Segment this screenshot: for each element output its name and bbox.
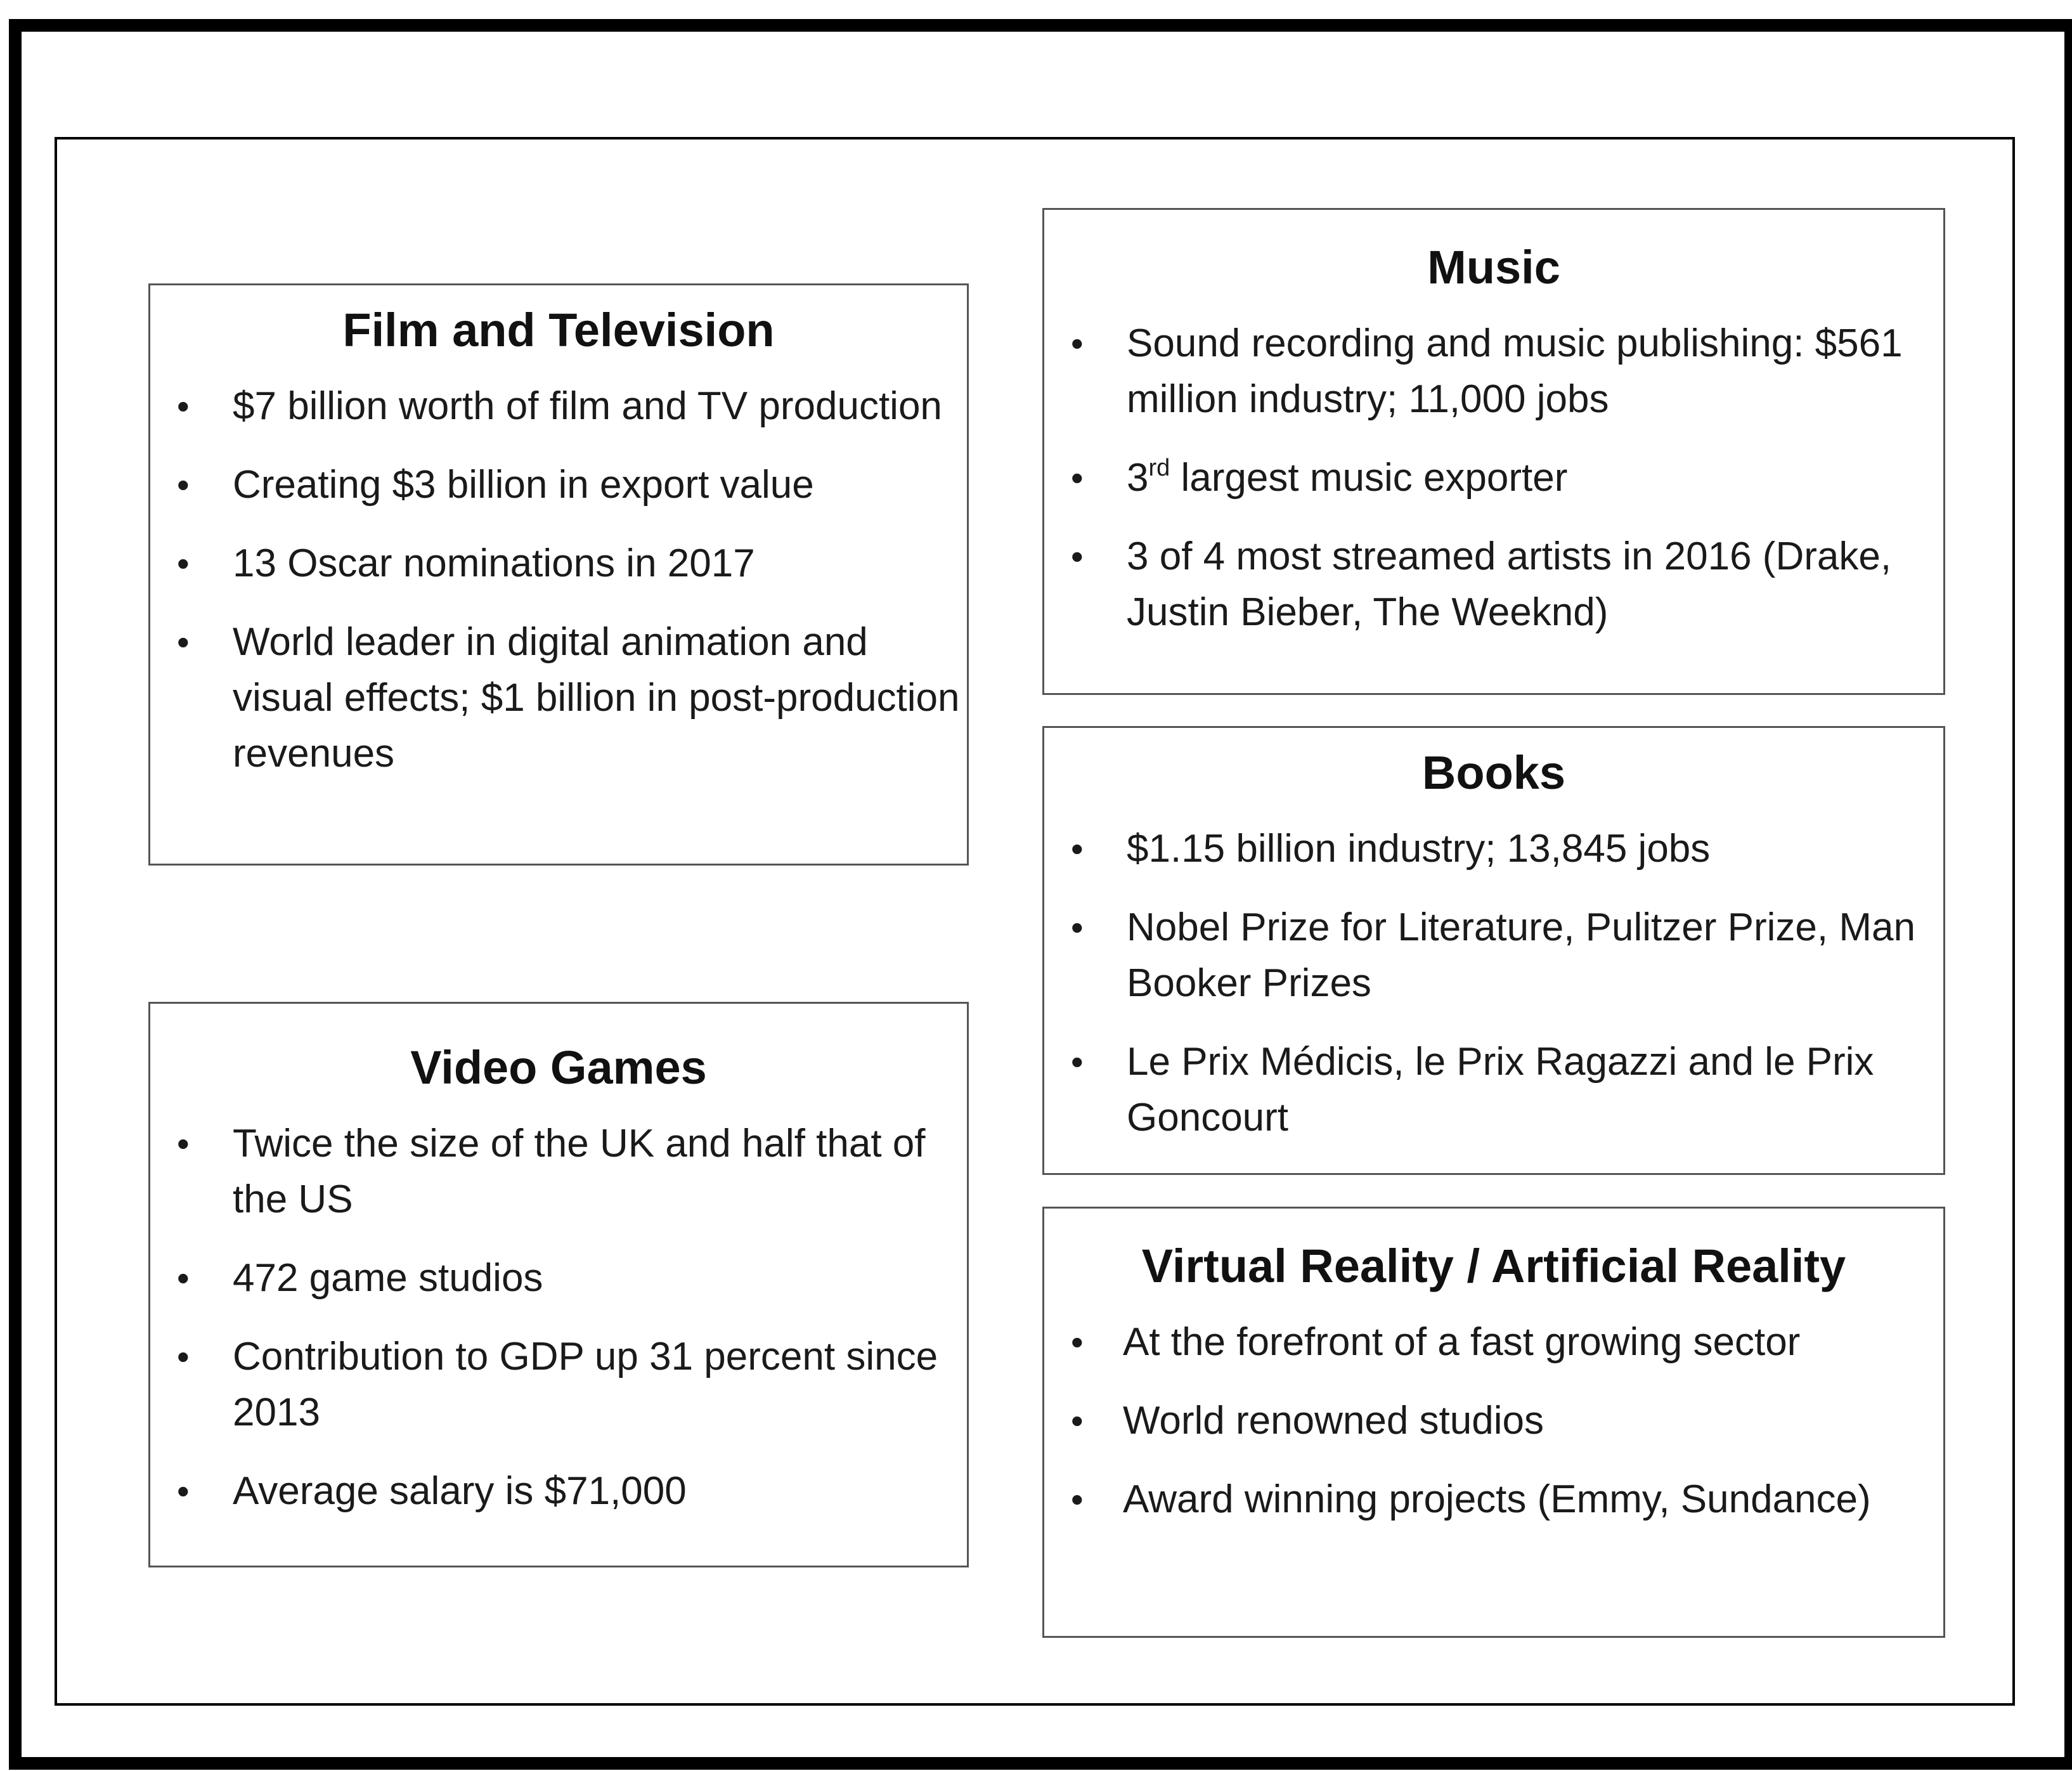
list-item: • $7 billion worth of film and TV production (150, 379, 967, 434)
bullet-icon: • (177, 622, 190, 663)
list-item: • 3 of 4 most streamed artists in 2016 (Drake, Justin Bieber, The Weeknd) (1044, 529, 1943, 640)
list-item: • Le Prix Médicis, le Prix Ragazzi and le Prix Goncourt (1044, 1034, 1943, 1146)
list-item: • World leader in digital animation and visual effects; $1 billion in post-production revenues (150, 614, 967, 782)
list-item: • 13 Oscar nominations in 2017 (150, 536, 967, 592)
books-box (1042, 726, 1945, 1175)
video-games-title: Video Games (410, 1041, 707, 1094)
list-item: • Award winning projects (Emmy, Sundance) (1044, 1472, 1943, 1528)
list-item: • At the forefront of a fast growing sector (1044, 1314, 1943, 1370)
list-item: • Twice the size of the UK and half that of the US (150, 1116, 967, 1228)
bullet-icon: • (1071, 1042, 1084, 1082)
books-title: Books (1421, 746, 1566, 799)
list-item: • 472 game studios (150, 1250, 967, 1306)
film-television-list (150, 379, 967, 782)
list-item: • Average salary is $71,000 (150, 1463, 967, 1519)
bullet-icon: • (177, 543, 190, 584)
bullet-icon: • (1071, 323, 1084, 364)
list-item: • Nobel Prize for Literature, Pulitzer Prize, Man Booker Prizes (1044, 900, 1943, 1011)
bullet-icon: • (1071, 536, 1084, 577)
bullet-icon: • (1071, 1322, 1084, 1363)
list-item: • 3rd largest music exporter (1044, 450, 1943, 506)
bullet-icon: • (1071, 1401, 1084, 1441)
list-item: • $1.15 billion industry; 13,845 jobs (1044, 821, 1943, 877)
music-list (1044, 316, 1943, 640)
virtual-reality-box (1042, 1207, 1945, 1638)
film-television-box (148, 283, 969, 866)
list-item: • Creating $3 billion in export value (150, 457, 967, 513)
virtual-reality-list (1044, 1314, 1943, 1528)
music-title: Music (1427, 241, 1560, 294)
video-games-box (148, 1002, 969, 1567)
film-television-title: Film and Television (342, 304, 775, 356)
bullet-icon: • (177, 1124, 190, 1164)
bullet-icon: • (177, 1337, 190, 1377)
list-item: • Contribution to GDP up 31 percent since 2013 (150, 1329, 967, 1441)
bullet-icon: • (1071, 1479, 1084, 1520)
music-box (1042, 208, 1945, 695)
bullet-icon: • (177, 1258, 190, 1299)
bullet-icon: • (177, 1471, 190, 1512)
books-list (1044, 821, 1943, 1146)
list-item: • World renowned studios (1044, 1393, 1943, 1449)
bullet-icon: • (1071, 907, 1084, 948)
bullet-icon: • (177, 386, 190, 427)
bullet-icon: • (1071, 829, 1084, 869)
virtual-reality-title: Virtual Reality / Artificial Reality (1141, 1240, 1846, 1292)
bullet-icon: • (1071, 458, 1084, 498)
list-item: • Sound recording and music publishing: $561 million industry; 11,000 jobs (1044, 316, 1943, 427)
video-games-list (150, 1116, 967, 1519)
bullet-icon: • (177, 465, 190, 505)
